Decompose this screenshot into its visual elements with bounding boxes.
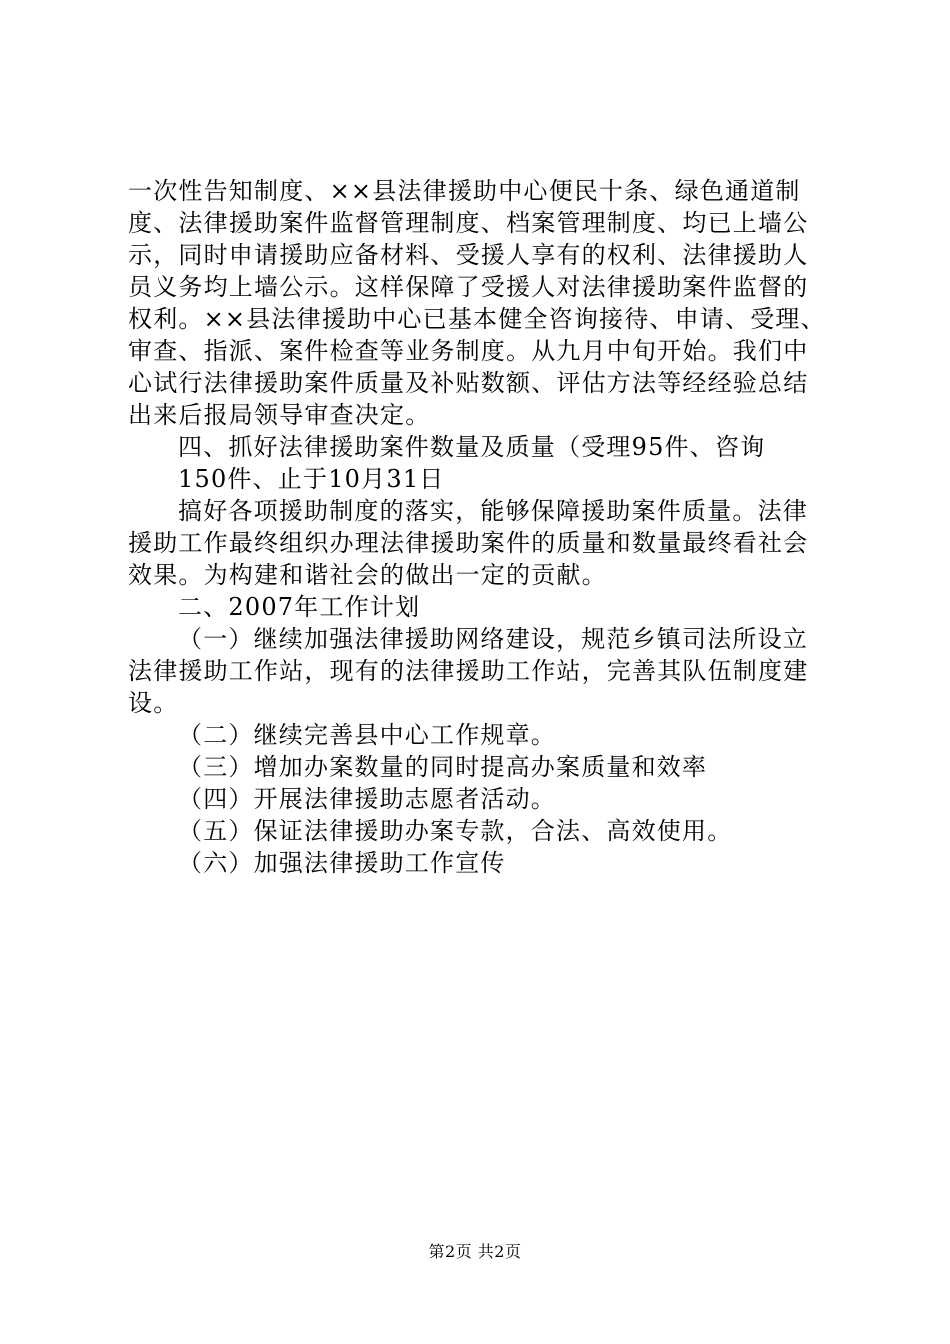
plan-item-1-end: 设。 <box>128 689 179 717</box>
section-heading-four: 四、抓好法律援助案件数量及质量（受理95件、咨询 <box>178 433 766 461</box>
text-line-5: 权利。××县法律援助中心已基本健全咨询接待、申请、受理、 <box>128 305 826 333</box>
plan-item-5: （五）保证法律援助办案专款，合法、高效使用。 <box>178 817 733 845</box>
text-line-11: 搞好各项援助制度的落实，能够保障援助案件质量。法律 <box>178 497 808 525</box>
plan-item-1-continued: 法律援助工作站，现有的法律援助工作站，完善其队伍制度建 <box>128 657 809 685</box>
page-number-footer: 第2页 共2页 <box>428 1242 522 1261</box>
section-heading-plan: 二、2007年工作计划 <box>178 593 421 621</box>
plan-item-6: （六）加强法律援助工作宣传 <box>178 849 506 877</box>
section-heading-four-continued: 150件、止于10月31日 <box>178 465 445 493</box>
text-line-13: 效果。为构建和谐社会的做出一定的贡献。 <box>128 561 607 589</box>
text-line-8: 出来后报局领导审查决定。 <box>128 401 431 429</box>
text-line-4: 员义务均上墙公示。这样保障了受援人对法律援助案件监督的 <box>128 273 809 301</box>
text-line-7: 心试行法律援助案件质量及补贴数额、评估方法等经经验总结 <box>128 369 809 397</box>
text-line-3: 示，同时申请援助应备材料、受援人享有的权利、法律援助人 <box>128 241 809 269</box>
plan-item-4: （四）开展法律援助志愿者活动。 <box>178 785 556 813</box>
text-line-6: 审查、指派、案件检查等业务制度。从九月中旬开始。我们中 <box>128 337 809 365</box>
text-line-1: 一次性告知制度、××县法律援助中心便民十条、绿色通道制 <box>128 177 801 205</box>
text-line-2: 度、法律援助案件监督管理制度、档案管理制度、均已上墙公 <box>128 209 809 237</box>
text-line-12: 援助工作最终组织办理法律援助案件的质量和数量最终看社会 <box>128 529 809 557</box>
plan-item-1: （一）继续加强法律援助网络建设，规范乡镇司法所设立 <box>178 625 808 653</box>
plan-item-3: （三）增加办案数量的同时提高办案质量和效率 <box>178 753 708 781</box>
plan-item-2: （二）继续完善县中心工作规章。 <box>178 721 556 749</box>
